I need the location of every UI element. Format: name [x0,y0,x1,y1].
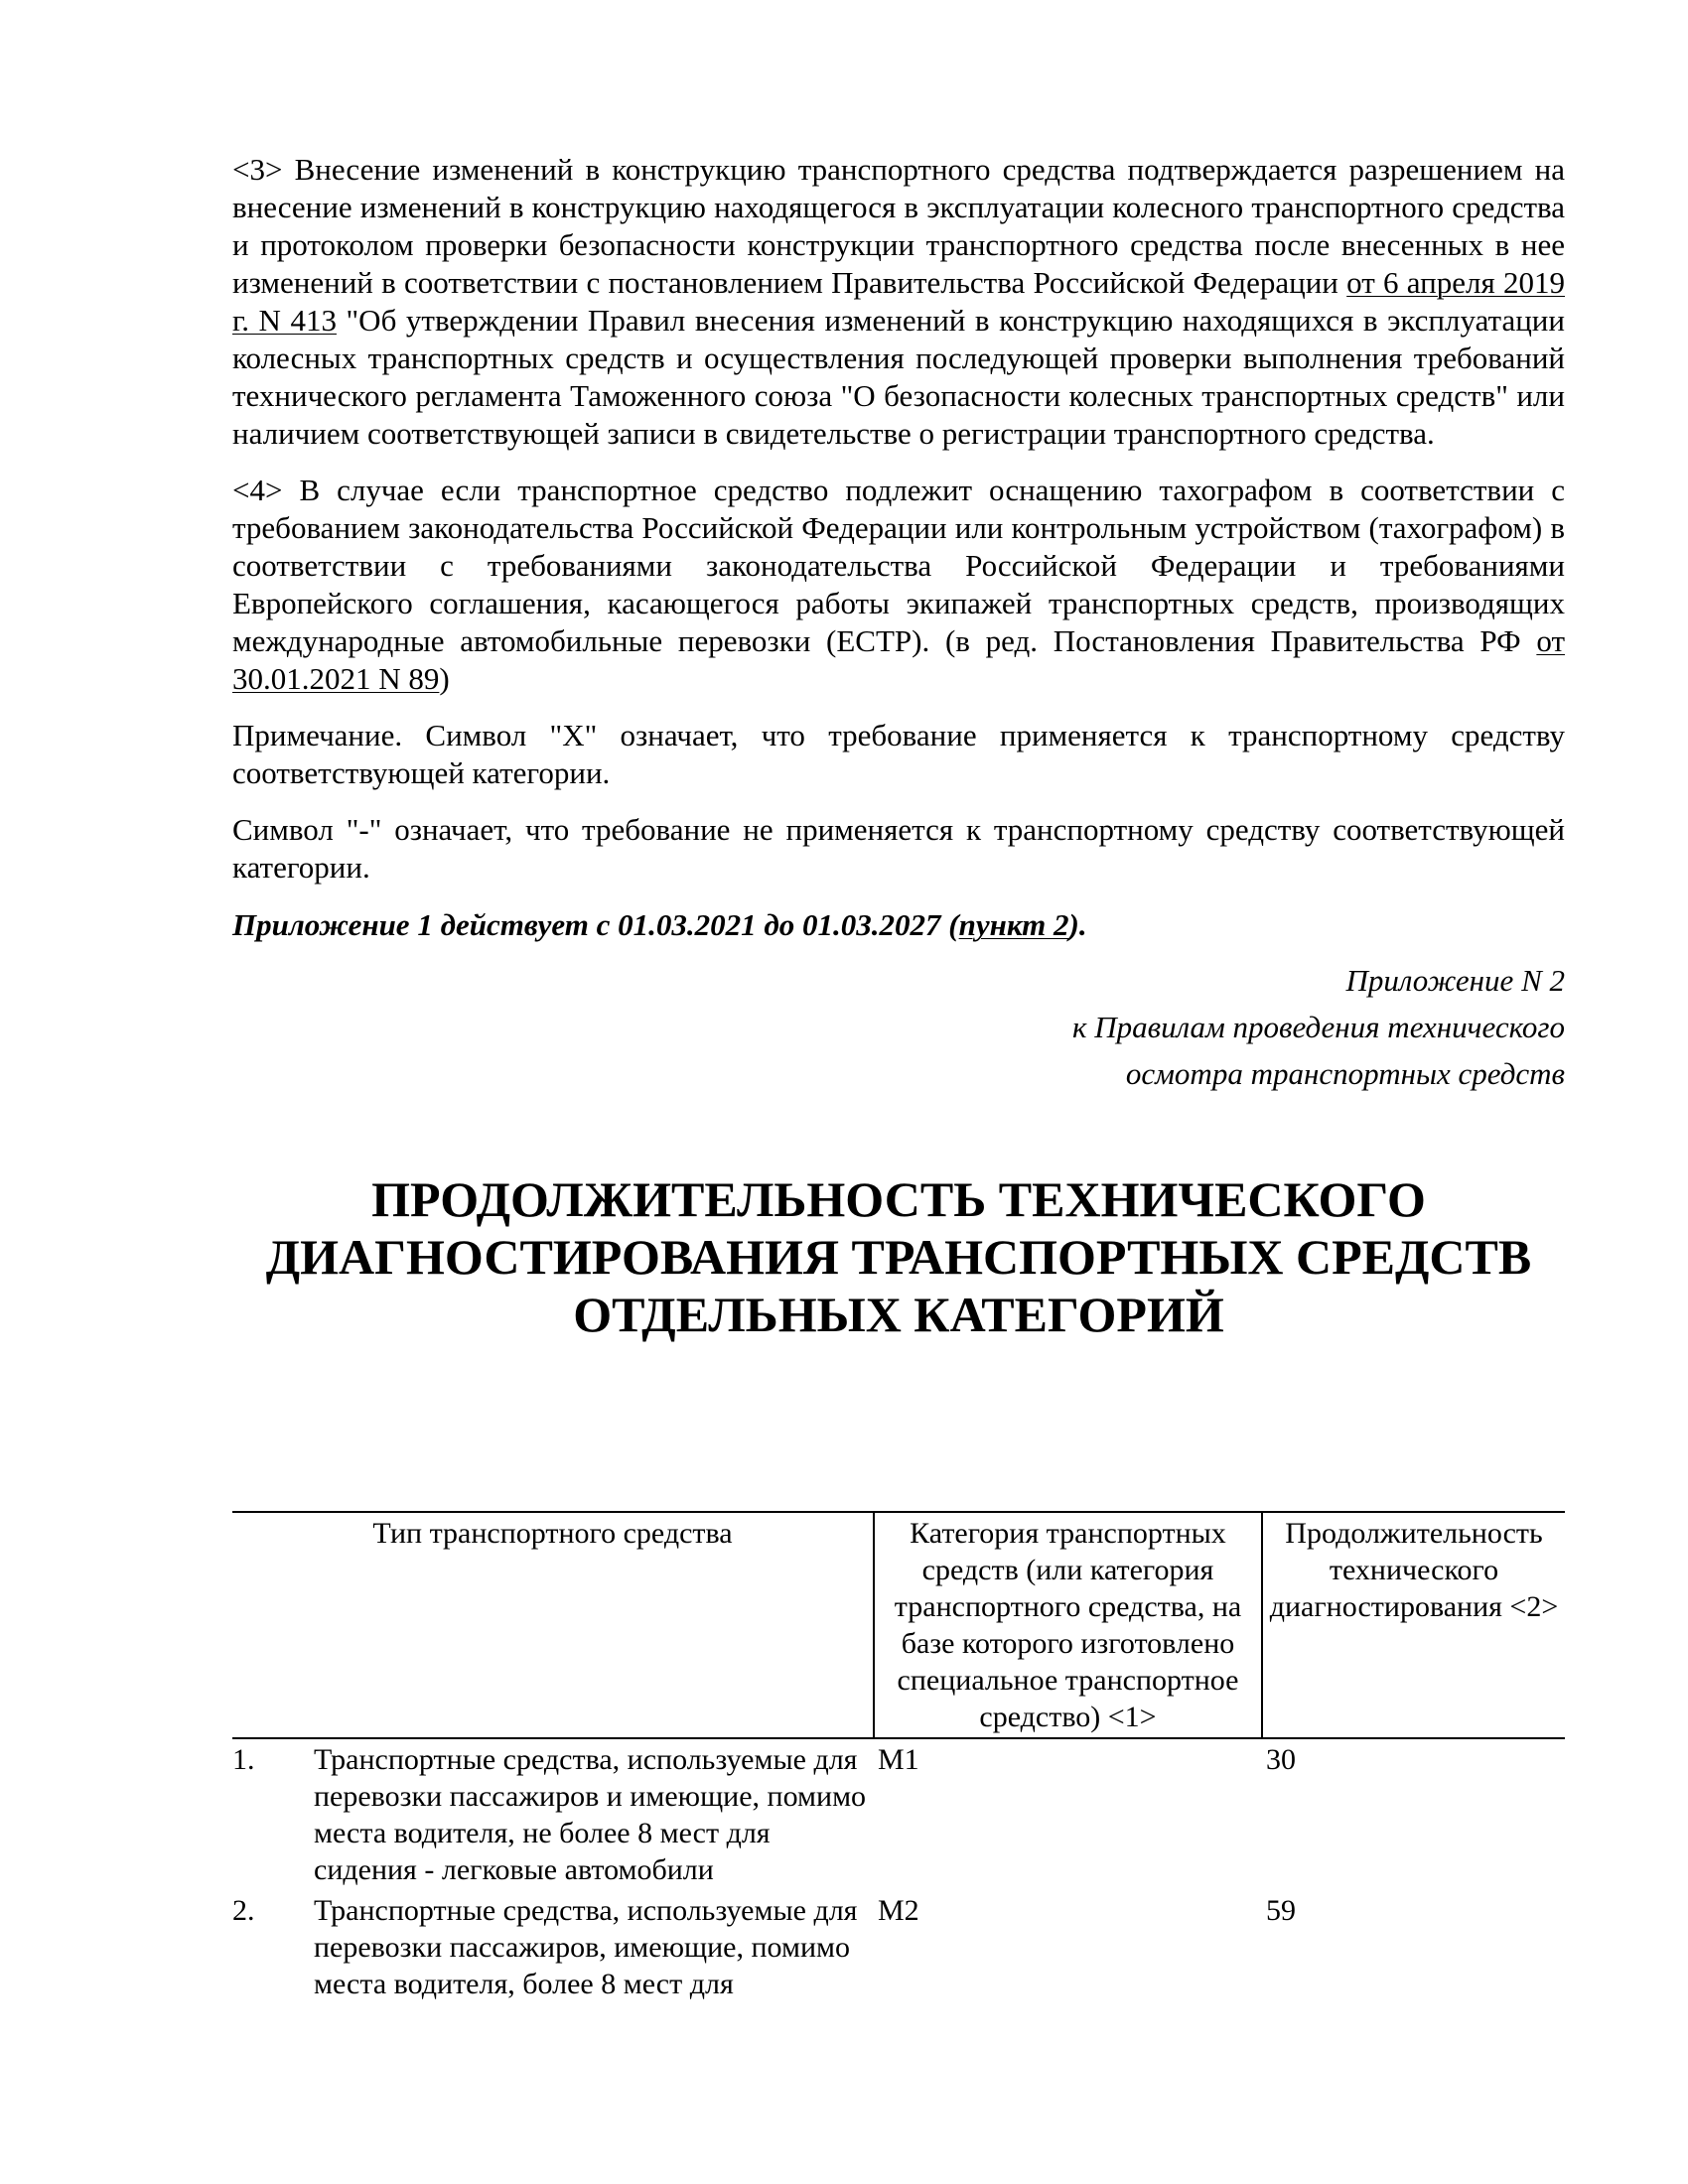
footnote-4-text: <4> В случае если транспортное средство подлежит оснащению тахографом в соответствии с требованием законодательства Российской Федерации или контрольным устройством (тахографом) в соответствии с требованиями законодательства Российской Федерации и требованиями Европейского соглашения, касающегося работы экипажей транспортных средств, производящих международные автомобильные перевозки (ЕСТР). (в ред. Постановления Правительства РФ [232,473,1565,658]
footnote-3-text: <3> Внесение изменений в конструкцию транспортного средства подтверждается разрешением на внесение изменений в конструкцию находящегося в эксплуатации колесного транспортного средства и протоколом проверки безопасности конструкции транспортного средства после внесенных в нее изменений в соответствии с постановлением Правительства Российской Федерации [232,152,1565,300]
appendix-inspection-line: осмотра транспортных средств [1125,1056,1565,1091]
footnote-4-text-end: ) [439,661,450,696]
header-vehicle-type: Тип транспортного средства [232,1512,874,1738]
page-title [232,1170,1565,1343]
validity-text: Приложение 1 действует с 01.03.2021 до 01.03.2027 ( [232,907,959,942]
appendix-rules-line: к Правилам проведения технического [1071,1010,1565,1044]
row-vehicle-type: Транспортные средства, используемые для перевозки пассажиров, имеющие, помимо места водителя, более 8 мест для [314,1894,858,2000]
regulation-89-link[interactable]: от 30.01.2021 N 89 [232,623,1565,696]
appendix-number: Приложение N 2 [1345,963,1565,998]
point-2-link[interactable]: пункт 2 [958,907,1069,942]
row-number: 2. [232,1894,255,1927]
title-line-2: ДИАГНОСТИРОВАНИЯ ТРАНСПОРТНЫХ СРЕДСТВ [265,1229,1532,1285]
table-row [232,1738,1565,1890]
validity-note [232,905,1565,945]
title-line-1: ПРОДОЛЖИТЕЛЬНОСТЬ ТЕХНИЧЕСКОГО [371,1171,1426,1227]
row-duration: 30 [1266,1743,1296,1776]
table-row [232,1890,1565,2004]
footnote-3-text-end: "Об утверждении Правил внесения изменений в конструкцию находящихся в эксплуатации колесных транспортных средств и осуществления последующей проверки выполнения требований технического регламента Таможенного союза "О безопасности колесных транспортных средств" или наличием соответствующей записи в свидетельстве о регистрации транспортного средства. [232,303,1565,451]
header-duration: Продолжительность технического диагностирования <2> [1262,1512,1565,1738]
remark-dash-symbol: Символ "-" означает, что требование не применяется к транспортному средству соответствующей категории. [232,812,1565,885]
document-page [232,151,1565,2000]
footnote-3 [232,151,1565,453]
remark-x-symbol: Примечание. Символ "X" означает, что требование применяется к транспортному средству соответствующей категории. [232,718,1565,790]
duration-table [232,1511,1565,2004]
title-line-3: ОТДЕЛЬНЫХ КАТЕГОРИЙ [573,1287,1224,1342]
header-category: Категория транспортных средств (или категория транспортного средства, на базе которого изготовлено специальное транспортное средство) <1> [874,1512,1262,1738]
validity-text-end: ). [1068,907,1087,942]
row-duration: 59 [1266,1894,1296,1927]
regulation-413-link[interactable]: от 6 апреля 2019 г. N 413 [232,265,1565,338]
row-number: 1. [232,1743,255,1776]
row-category: M1 [878,1743,919,1776]
footnote-4 [232,472,1565,698]
row-vehicle-type: Транспортные средства, используемые для перевозки пассажиров и имеющие, помимо места водителя, не более 8 мест для сидения - легковые автомобили [314,1743,867,1886]
table-header-row [232,1512,1565,1738]
row-category: M2 [878,1894,919,1927]
